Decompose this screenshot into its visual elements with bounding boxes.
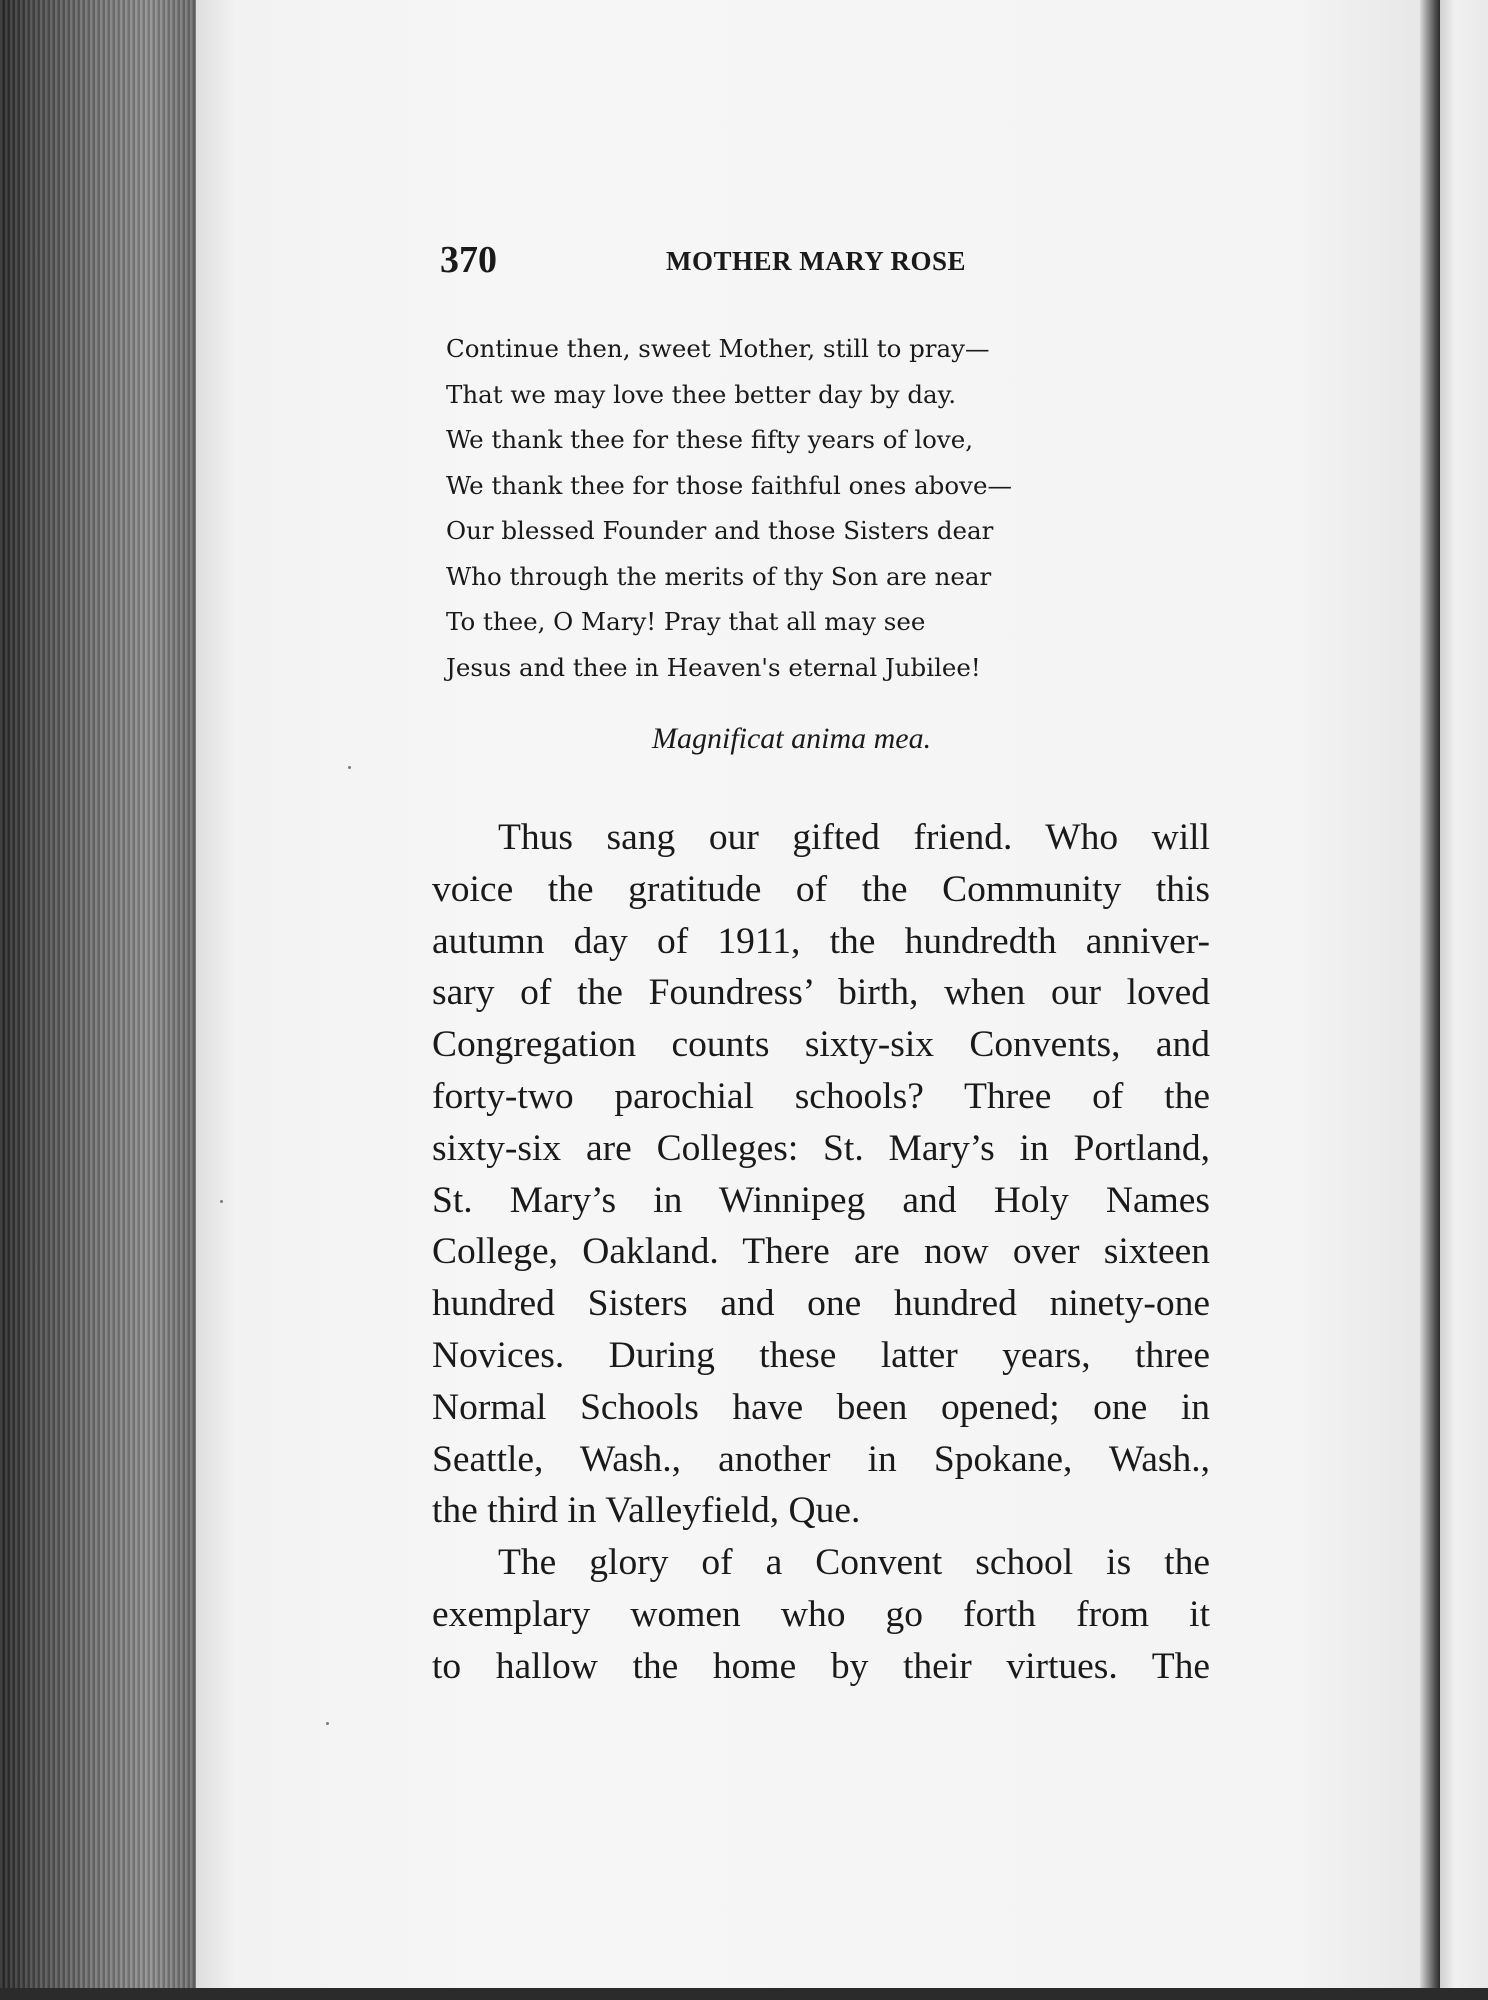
facing-page-edge bbox=[1440, 0, 1488, 2000]
text-line: to hallow the home by their virtues. The bbox=[432, 1645, 1210, 1687]
paragraph bbox=[432, 1537, 1210, 1692]
text-line: sary of the Foundress’ birth, when our loved bbox=[432, 972, 1210, 1014]
paper-speck bbox=[348, 766, 351, 769]
poem-line: Jesus and thee in Heaven's eternal Jubilee! bbox=[446, 652, 981, 682]
page-number: 370 bbox=[440, 239, 497, 281]
text-line: Thus sang our gifted friend. Who will bbox=[498, 817, 1210, 858]
text-line: the third in Valleyfield, Que. bbox=[432, 1490, 861, 1532]
text-line: exemplary women who go forth from it bbox=[432, 1593, 1210, 1635]
text-line: The glory of a Convent school is the bbox=[498, 1542, 1210, 1584]
text-line: Novices. During these latter years, three bbox=[432, 1334, 1210, 1376]
text-line: Normal Schools have been opened; one in bbox=[432, 1386, 1210, 1428]
page-edge-stack bbox=[0, 0, 200, 2000]
paragraph bbox=[432, 812, 1210, 1537]
poem-line: We thank thee for those faithful ones above— bbox=[446, 470, 1012, 500]
poem-line: Who through the merits of thy Son are near bbox=[446, 561, 992, 591]
scan-border bbox=[0, 1988, 1488, 2000]
text-line: Seattle, Wash., another in Spokane, Wash., bbox=[432, 1438, 1210, 1480]
poem-line: We thank thee for these fifty years of love, bbox=[446, 425, 974, 454]
running-title: MOTHER MARY ROSE bbox=[666, 246, 967, 276]
text-line: sixty-six are Colleges: St. Mary’s in Portland, bbox=[432, 1127, 1210, 1169]
text-line: Congregation counts sixty-six Convents, and bbox=[432, 1024, 1210, 1066]
paper-speck bbox=[326, 1722, 329, 1725]
poem-closing-line: Magnificat anima mea. bbox=[652, 722, 932, 755]
poem-line: To thee, O Mary! Pray that all may see bbox=[446, 607, 926, 636]
text-line: voice the gratitude of the Community this bbox=[432, 868, 1210, 910]
body-text bbox=[432, 812, 1210, 1693]
text-line: forty-two parochial schools? Three of the bbox=[432, 1075, 1210, 1117]
text-line: hundred Sisters and one hundred ninety-one bbox=[432, 1283, 1210, 1325]
paper-speck bbox=[220, 1200, 223, 1203]
text-line: autumn day of 1911, the hundredth anniver- bbox=[432, 920, 1210, 962]
poem-stanza bbox=[446, 326, 1146, 690]
text-line: St. Mary’s in Winnipeg and Holy Names bbox=[432, 1179, 1210, 1221]
running-head bbox=[440, 238, 1000, 288]
book-gutter bbox=[1420, 0, 1440, 2000]
poem-line: Continue then, sweet Mother, still to pray— bbox=[446, 334, 990, 363]
text-line: College, Oakland. There are now over sixteen bbox=[432, 1231, 1210, 1273]
poem-line: That we may love thee better day by day. bbox=[446, 379, 956, 409]
poem-line: Our blessed Founder and those Sisters dear bbox=[446, 516, 994, 545]
